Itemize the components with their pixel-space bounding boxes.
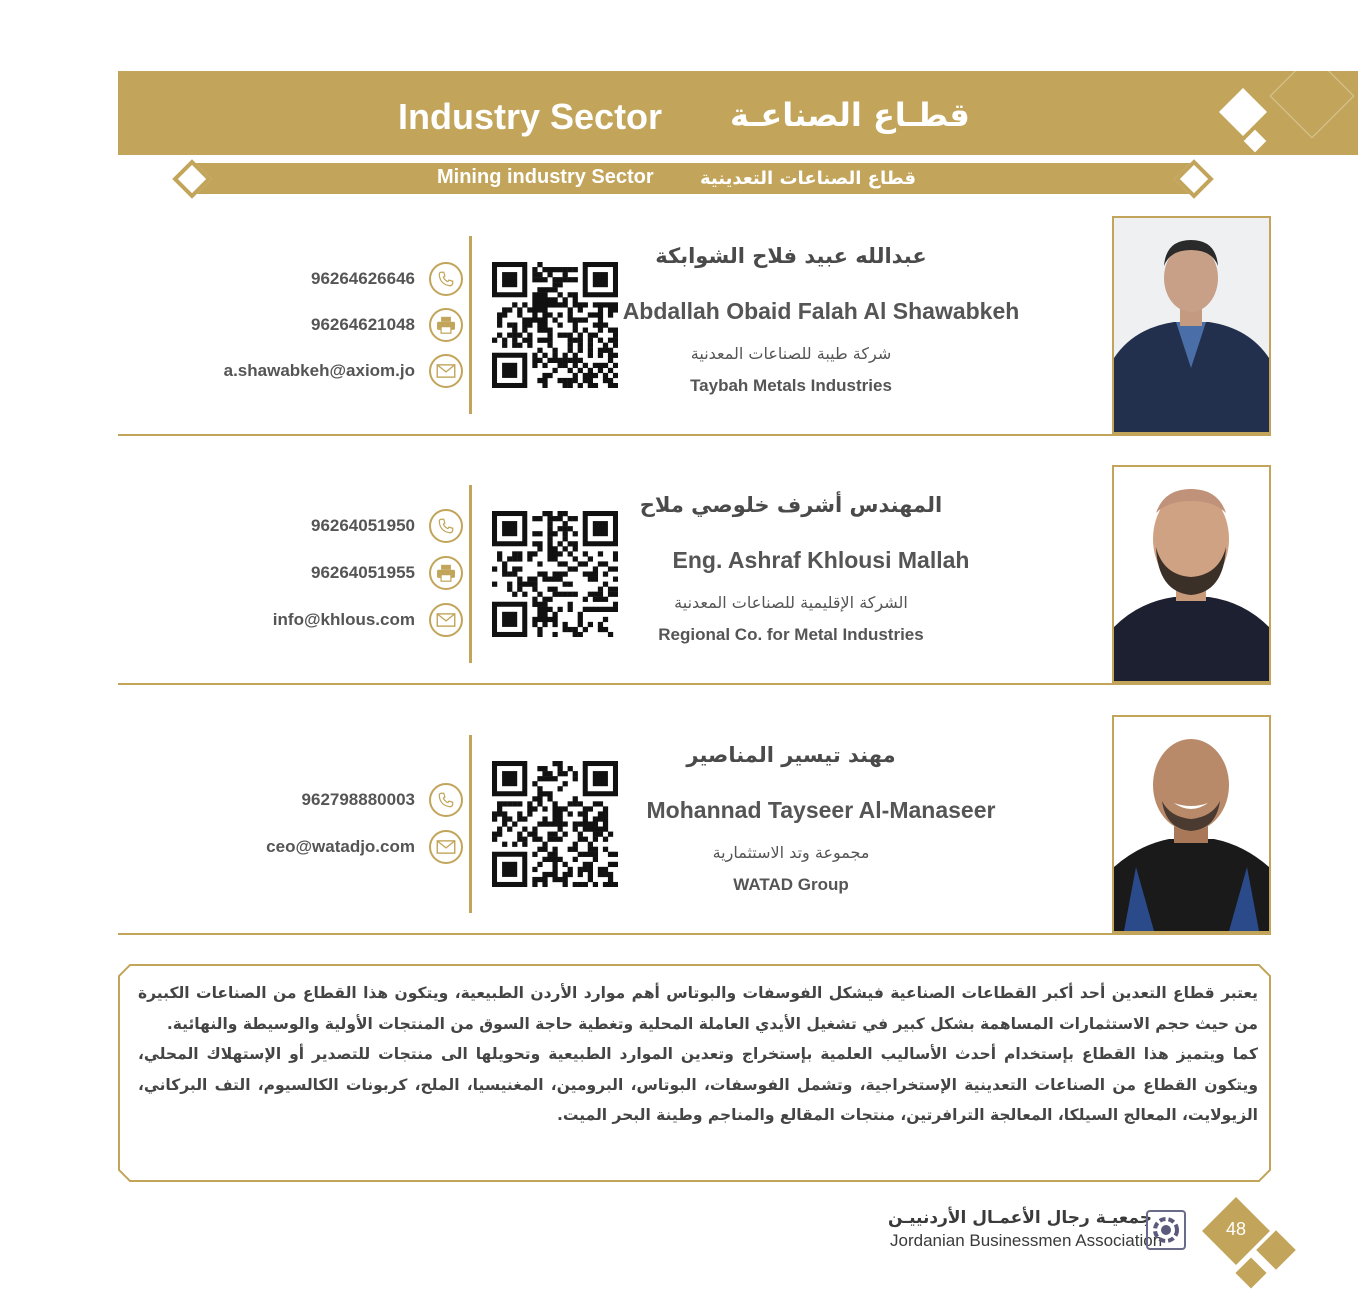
person-card <box>118 715 1271 935</box>
contact-phone <box>302 783 463 817</box>
contact-fax <box>311 556 463 590</box>
email-icon <box>429 354 463 388</box>
person-name-en: Eng. Ashraf Khlousi Mallah <box>672 547 970 573</box>
person-card <box>118 465 1271 685</box>
association-logo-icon <box>1146 1210 1186 1250</box>
description-paragraph-2: كما ويتميز هذا القطاع بإستخدام أحدث الأساليب العلمية بإستخراج وتعدين الموارد الطبيعية وتحويلها الى منتجات للتصدير أو الإستهلاك المحلي، ويتكون القطاع من الصناعات التعدينية الإستخراجية، وتشمل الفوسفات، البوتاس، البرومين، المغنيسيا، الملح، كربونات الكالسيوم، التف البركاني، الزيولايت، المعالج السيلكا، المعالجة الترافرتين، منتجات المقالع والمناجم وطينة البحر الميت. <box>138 1045 1258 1124</box>
phone-number[interactable]: 96264051950 <box>310 516 415 535</box>
email-icon <box>429 603 463 637</box>
phone-number[interactable]: 962798880003 <box>301 790 415 809</box>
page-title-ar: قطـاع الصناعـة <box>730 96 970 134</box>
person-photo <box>1112 465 1271 683</box>
page-number: 48 <box>1225 1219 1247 1239</box>
row-divider <box>118 434 1271 436</box>
email-address[interactable]: ceo@watadjo.com <box>266 837 415 856</box>
person-photo <box>1112 216 1271 434</box>
row-divider <box>118 683 1271 685</box>
company-name-ar: مجموعة وتد الاستثمارية <box>712 843 870 862</box>
phone-icon <box>429 262 463 296</box>
company-name-en: Taybah Metals Industries <box>690 376 892 395</box>
person-card <box>118 216 1271 436</box>
phone-icon <box>429 509 463 543</box>
phone-number[interactable]: 96264626646 <box>310 269 415 288</box>
person-name-en: Abdallah Obaid Falah Al Shawabkeh <box>622 298 1020 324</box>
person-name-ar: المهندس أشرف خلوصي ملاح <box>639 493 943 517</box>
contact-phone <box>311 262 463 296</box>
vertical-divider <box>469 735 472 913</box>
qr-code[interactable] <box>492 511 618 637</box>
subheader-title-en: Mining industry Sector <box>437 166 654 188</box>
description-text <box>138 978 1258 1131</box>
contact-fax <box>311 308 463 342</box>
person-photo <box>1112 715 1271 933</box>
email-icon <box>429 830 463 864</box>
contact-phone <box>311 509 463 543</box>
subheader-band <box>194 163 1194 194</box>
row-divider <box>118 933 1271 935</box>
page-title-en: Industry Sector <box>398 96 663 137</box>
qr-code[interactable] <box>492 761 618 887</box>
subheader-title-ar: قطاع الصناعات التعدينية <box>700 168 917 189</box>
company-name-en: WATAD Group <box>733 875 849 894</box>
description-paragraph-1: يعتبر قطاع التعدين أحد أكبر القطاعات الصناعية فيشكل الفوسفات والبوتاس أهم موارد الأردن الطبيعية، ويتكون هذا القطاع من الصناعات الكبيرة من حيث حجم الاستثمارات المساهمة بشكل كبير في تشغيل الأيدي العاملة المحلية وتغطية حاجة السوق من المنتجات الأولية والوسيطة والنهائية. <box>138 984 1258 1033</box>
email-address[interactable]: a.shawabkeh@axiom.jo <box>223 361 415 380</box>
vertical-divider <box>469 236 472 414</box>
footer-org-name-ar: جمعيـة رجال الأعمـال الأردنييـن <box>888 1208 1153 1228</box>
contact-email <box>266 830 463 864</box>
fax-number[interactable]: 96264051955 <box>310 563 415 582</box>
email-address[interactable]: info@khlous.com <box>272 610 415 629</box>
fax-icon <box>429 556 463 590</box>
footer-org-name-en: Jordanian Businessmen Association <box>890 1231 1163 1250</box>
person-name-en: Mohannad Tayseer Al-Manaseer <box>646 797 996 823</box>
qr-code[interactable] <box>492 262 618 388</box>
phone-icon <box>429 783 463 817</box>
person-name-ar: مهند تيسير المناصير <box>686 743 896 767</box>
company-name-ar: الشركة الإقليمية للصناعات المعدنية <box>674 593 908 612</box>
company-name-ar: شركة طيبة للصناعات المعدنية <box>690 344 892 363</box>
fax-number[interactable]: 96264621048 <box>310 315 415 334</box>
sector-description <box>118 964 1271 1182</box>
contact-email <box>224 354 463 388</box>
company-name-en: Regional Co. for Metal Industries <box>658 625 924 644</box>
person-name-ar: عبدالله عبيد فلاح الشوابكة <box>655 244 927 268</box>
vertical-divider <box>469 485 472 663</box>
fax-icon <box>429 308 463 342</box>
contact-email <box>273 603 463 637</box>
decor-diamond-footer-2 <box>1235 1257 1266 1288</box>
